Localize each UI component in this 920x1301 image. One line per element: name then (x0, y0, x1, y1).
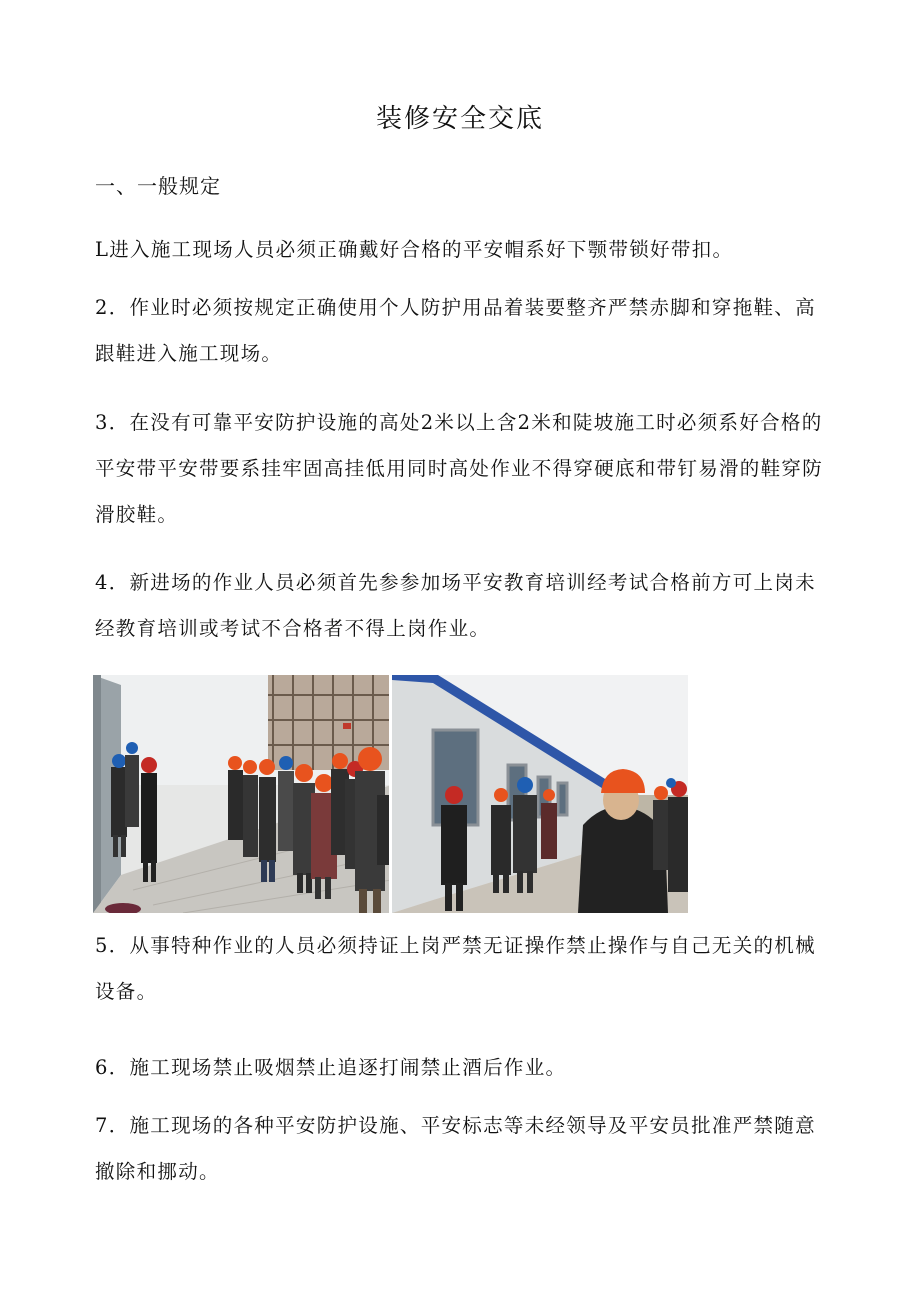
paragraph-2: 2．作业时必须按规定正确使用个人防护用品着装要整齐严禁赤脚和穿拖鞋、高跟鞋进入施工现场。 (95, 296, 816, 365)
paragraph-7: 7．施工现场的各种平安防护设施、平安标志等未经领导及平安员批准严禁随意撤除和挪动。 (95, 1114, 816, 1183)
paragraph-6: 6．施工现场禁止吸烟禁止追逐打闹禁止酒后作业。 (95, 1056, 567, 1079)
document-title: 装修安全交底 (375, 104, 544, 134)
right-photo (392, 675, 688, 913)
paragraph-1: L进入施工现场人员必须正确戴好合格的平安帽系好下颚带锁好带扣。 (95, 238, 734, 261)
section-heading: 一、一般规定 (95, 174, 221, 198)
paragraph-4: 4．新进场的作业人员必须首先参参加场平安教育培训经考试合格前方可上岗未经教育培训或考试不合格者不得上岗作业。 (95, 571, 816, 640)
site-briefing-photo (93, 675, 688, 913)
paragraph-5: 5．从事特种作业的人员必须持证上岗严禁无证操作禁止操作与自己无关的机械设备。 (95, 934, 816, 1003)
paragraph-3: 3．在没有可靠平安防护设施的高处2米以上含2米和陡坡施工时必须系好合格的平安带平安带要系挂牢固高挂低用同时高处作业不得穿硬底和带钉易滑的鞋穿防滑胶鞋。 (95, 411, 824, 526)
left-photo (93, 675, 391, 913)
